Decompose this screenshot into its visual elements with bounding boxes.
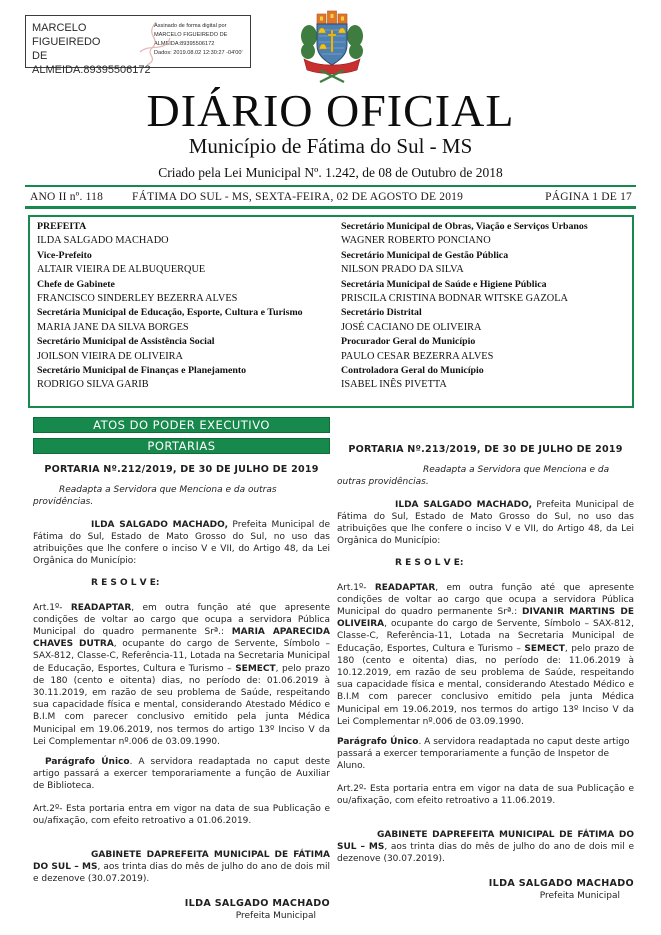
portaria-212-signer-role: Prefeita Municipal — [235, 910, 316, 921]
portaria-213-article-2: Art.2º- Esta portaria entra em vigor na data de sua Publicação e ou/afixação, com efeito retroativo a 11.06.2019. — [337, 783, 634, 806]
portaria-213-resolve: R E S O L V E: — [395, 558, 464, 569]
official-role: Procurador Geral do Município — [341, 336, 476, 348]
portaria-212-article-2: Art.2º- Esta portaria entra em vigor na data de sua Publicação e ou/afixação, com efeito retroativo a 01.06.2019. — [33, 803, 330, 826]
official-role: Secretário Municipal de Obras, Viação e Serviços Urbanos — [341, 221, 588, 232]
edition-info-bar — [25, 188, 636, 205]
portaria-212-resolve: R E S O L V E: — [91, 578, 160, 589]
signature-details-block — [148, 16, 250, 67]
edition-date: FÁTIMA DO SUL - MS, SEXTA-FEIRA, 02 DE AGOSTO DE 2019 — [132, 190, 464, 203]
official-role: Secretário Distrital — [341, 307, 422, 319]
signature-detail-line: Dados: 2019.08.02 12:30:27 -04'00' — [154, 50, 243, 56]
signature-detail-line: Assinado de forma digital por — [154, 23, 227, 29]
edition-number: ANO II nº. 118 — [30, 190, 104, 203]
portaria-212-closing: GABINETE DAPREFEITA MUNICIPAL DE FÁTIMA DO SUL – MS, aos trinta dias do mês de julho do ano de dois mil e dezenove (30.07.2019). — [33, 850, 331, 885]
section-banner-portarias: PORTARIAS — [33, 438, 330, 454]
portaria-212-heading: PORTARIA Nº.212/2019, DE 30 DE JULHO DE 2019 — [44, 464, 319, 475]
portaria-213-sole-paragraph: Parágrafo Único. A servidora readaptada no caput deste artigo passará a exercer temporariamente a função de Inspetor de Aluno. — [337, 737, 630, 772]
official-name: MARIA JANE DA SILVA BORGES — [37, 321, 189, 333]
official-role: Secretária Municipal de Saúde e Higiene Pública — [341, 278, 547, 290]
official-name: JOSÉ CACIANO DE OLIVEIRA — [341, 321, 482, 333]
creation-law-line: Criado pela Lei Municipal Nº. 1.242, de 08 de Outubro de 2018 — [158, 165, 503, 180]
official-name: WAGNER ROBERTO PONCIANO — [341, 235, 491, 247]
page-indicator: PÁGINA 1 DE 17 — [545, 190, 632, 203]
divider-bottom — [25, 206, 636, 209]
portaria-212-signer-name: ILDA SALGADO MACHADO — [184, 897, 330, 909]
divider-top — [25, 185, 636, 187]
official-role: Secretário Municipal de Gestão Pública — [341, 249, 509, 261]
official-name: PRISCILA CRISTINA BODNAR WITSKE GAZOLA — [341, 293, 568, 305]
portaria-213-signer-role: Prefeita Municipal — [539, 890, 620, 901]
portaria-213-article-1: Art.1º- READAPTAR, em outra função até que apresente condições de voltar ao cargo que ocupa a servidora Pública Municipal do quadro permanente Srª.: DIVANIR MARTINS DE OLIVEIRA, ocupante do cargo de Servente, Símbolo – SAX-812, Classe-C, Referência-11, Lotada na Secretaria Municipal de Educação, Esportes, Cultura e Turismo – SEMECT, pelo prazo de 180 (cento e oitenta) dias, no período de: 11.06.2019 à 10.12.2019, em razão de seu problema de Saúde, respeitando sua capacidade física e mental, considerando Atestado Médico e B.I.M com parecer conclusivo emitido pela junta Médica Municipal em 19.06.2019, nos termos do artigo 13º Inciso V da Lei Complementar nº.006 de 03.09.1990. — [337, 582, 634, 727]
official-name: ILDA SALGADO MACHADO — [37, 235, 169, 247]
official-name: PAULO CESAR BEZERRA ALVES — [341, 350, 494, 362]
signature-flourish-icon — [134, 18, 174, 68]
portaria-213-signer-name: ILDA SALGADO MACHADO — [488, 877, 634, 889]
signature-detail-line: ALMEIDA:89395506172 — [154, 41, 215, 47]
municipal-coat-of-arms-icon — [296, 8, 368, 86]
section-banner-executive-acts: ATOS DO PODER EXECUTIVO — [33, 417, 330, 433]
signature-name-block — [26, 16, 151, 76]
signature-name-line: MARCELO FIGUEIREDO — [32, 22, 101, 48]
masthead — [0, 85, 661, 181]
signature-name-line: DE — [32, 50, 48, 62]
official-role: PREFEITA — [37, 221, 87, 232]
signature-name-line: ALMEIDA:89395506172 — [32, 64, 151, 76]
official-name: NILSON PRADO DA SILVA — [341, 264, 464, 276]
portaria-213-closing: GABINETE DAPREFEITA MUNICIPAL DE FÁTIMA DO SUL – MS, aos trinta dias do mês de julho do ano de dois mil e dezenove (30.07.2019). — [337, 830, 634, 865]
portaria-213-preamble: ILDA SALGADO MACHADO, Prefeita Municipal de Fátima do Sul, Estado de Mato Grosso do Sul, no uso das atribuições que lhe confere o inciso V e VII, do Artigo 48, da Lei Orgânica do Município: — [337, 499, 634, 547]
official-name: JOILSON VIEIRA DE OLIVEIRA — [37, 350, 183, 362]
signature-detail-line: MARCELO FIGUEIREDO DE — [154, 32, 228, 38]
official-role: Chefe de Gabinete — [37, 278, 115, 290]
official-role: Secretário Municipal de Finanças e Planejamento — [37, 365, 247, 377]
content-column-right — [337, 444, 634, 902]
digital-signature-stamp — [25, 15, 251, 76]
official-role: Secretário Municipal de Assistência Social — [37, 336, 215, 348]
portaria-212-ementa: Readapta a Servidora que Menciona e da outras providências. — [33, 485, 277, 508]
official-role: Vice-Prefeito — [37, 249, 92, 261]
official-role: Secretária Municipal de Educação, Esporte, Cultura e Turismo — [37, 307, 303, 319]
officials-column-left — [37, 220, 337, 406]
content-column-left — [33, 417, 330, 922]
portaria-213-heading: PORTARIA Nº.213/2019, DE 30 DE JULHO DE 2019 — [348, 444, 623, 455]
officials-column-right — [341, 220, 629, 406]
portaria-213-ementa: Readapta a Servidora que Menciona e da outras providências. — [337, 465, 610, 488]
portaria-212-sole-paragraph: Parágrafo Único. A servidora readaptada no caput deste artigo passará a exercer temporariamente a função de Auxiliar de Biblioteca. — [33, 757, 330, 792]
official-name: ALTAIR VIEIRA DE ALBUQUERQUE — [37, 264, 206, 276]
municipality-subtitle: Município de Fátima do Sul - MS — [188, 134, 473, 158]
official-name: RODRIGO SILVA GARIB — [37, 379, 149, 391]
portaria-212-article-1: Art.1º- READAPTAR, em outra função até que apresente condições de voltar ao cargo que ocupa a servidora Pública Municipal do quadro permanente Srª.: MARIA APARECIDA CHAVES DUTRA, ocupante do cargo de Servente, Símbolo – SAX-812, Classe-C, Referência-11, Lotada na Secretaria Municipal de Educação, Esportes, Cultura e Turismo – SEMECT, pelo prazo de 180 (cento e oitenta) dias, no período de: 01.06.2019 à 30.11.2019, em razão de seu problema de Saúde, respeitando sua capacidade física e mental, considerando Atestado Médico e B.I.M com parecer conclusivo emitido pela junta Médica Municipal em 19.06.2019, nos termos do artigo 13º Inciso V da Lei Complementar nº.006 de 03.09.1990. — [33, 602, 330, 747]
official-role: Controladora Geral do Município — [341, 365, 484, 377]
official-name: FRANCISCO SINDERLEY BEZERRA ALVES — [37, 293, 238, 305]
officials-box — [28, 215, 634, 408]
portaria-212-preamble: ILDA SALGADO MACHADO, Prefeita Municipal de Fátima do Sul, Estado de Mato Grosso do Sul, no uso das atribuições que lhe confere o inciso V e VII, do Artigo 48, da Lei Orgânica do Município: — [33, 519, 330, 567]
gazette-title: DIÁRIO OFICIAL — [146, 85, 515, 136]
official-name: ISABEL INÊS PIVETTA — [341, 379, 447, 391]
